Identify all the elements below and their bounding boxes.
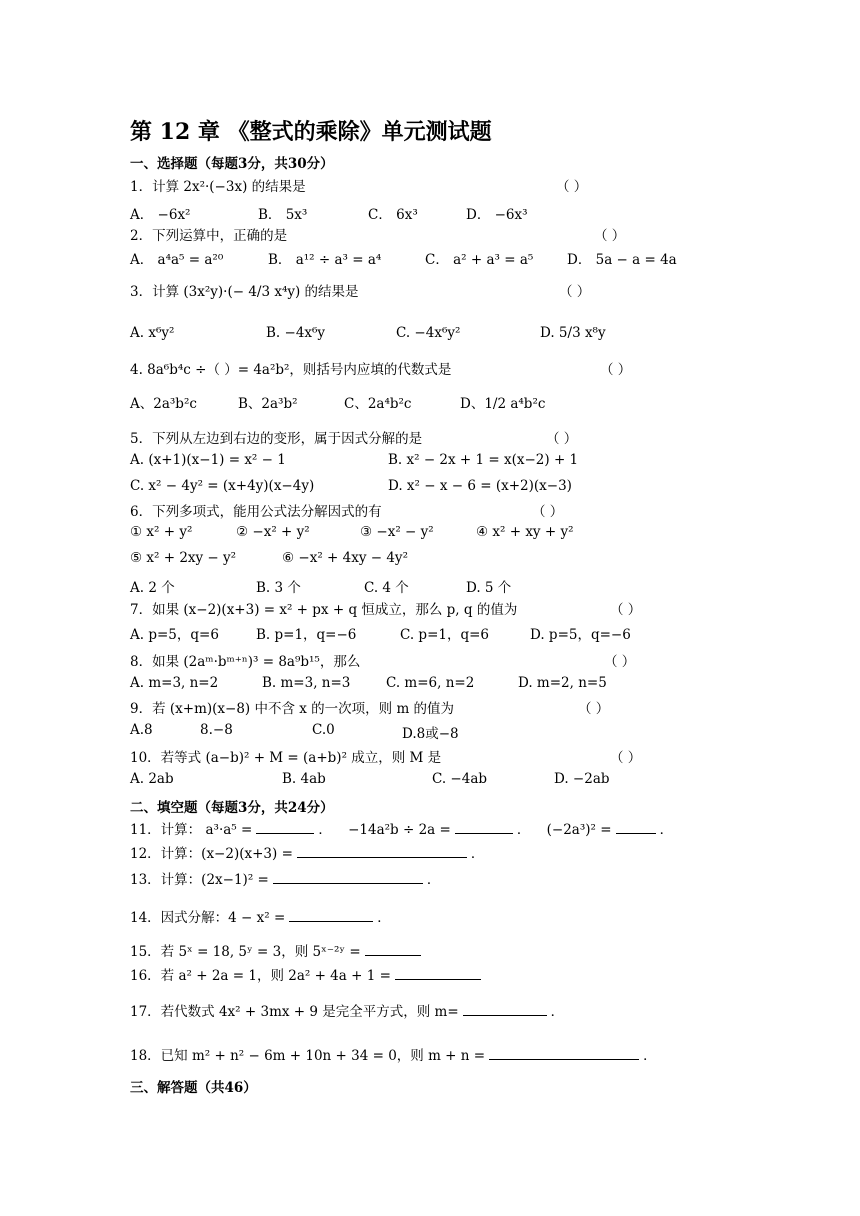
answer-blank[interactable]: [455, 819, 513, 834]
page-title: 第 12 章 《整式的乘除》单元测试题: [130, 119, 492, 145]
question-11-part-3: (−2a³)² =: [546, 822, 612, 838]
question-6-item-1: ① x² + y²: [130, 524, 193, 540]
question-11-part-2: −14a²b ÷ 2a =: [348, 822, 451, 838]
answer-paren: （ ）: [610, 750, 642, 766]
question-6-option-c: C. 4 个: [364, 580, 409, 596]
answer-blank[interactable]: [489, 1045, 639, 1060]
question-13-text: 13．计算：(2x−1)² =: [130, 872, 269, 888]
question-1-option-a: A． −6x²: [130, 207, 191, 223]
question-11-prefix: 11．计算：: [130, 822, 202, 838]
question-13: 13．计算：(2x−1)² = ．: [130, 868, 440, 888]
question-7-stem: 7．如果 (x−2)(x+3) = x² + px + q 恒成立，那么 p, q 的值为: [130, 602, 518, 618]
question-5-option-a: A. (x+1)(x−1) = x² − 1: [130, 452, 286, 468]
question-8-option-a: A. m=3, n=2: [130, 675, 219, 691]
question-7-option-b: B. p=1，q=−6: [256, 627, 357, 643]
question-3-option-b: B. −4x⁶y: [266, 325, 326, 341]
question-9-option-a: A.8: [130, 722, 153, 738]
question-16-text: 16．若 a² + 2a = 1，则 2a² + 4a + 1 =: [130, 968, 391, 984]
answer-paren: （ ）: [532, 504, 564, 520]
question-16: [130, 964, 485, 984]
question-8-stem: 8．如果 (2aᵐ·bᵐ⁺ⁿ)³ = 8a⁹b¹⁵，那么: [130, 654, 361, 670]
section-heading-fill: 二、填空题（每题3分，共24分）: [130, 800, 334, 816]
answer-blank[interactable]: [273, 869, 423, 884]
question-14: 14．因式分解：4 − x² = ．: [130, 906, 391, 926]
answer-blank[interactable]: [256, 819, 314, 834]
question-4-stem: 4. 8a⁶b⁴c ÷（ ）= 4a²b²，则括号内应填的代数式是: [130, 362, 452, 378]
answer-blank[interactable]: [463, 1001, 547, 1016]
question-6-item-5: ⑤ x² + 2xy − y²: [130, 550, 237, 566]
question-2-stem: 2．下列运算中，正确的是: [130, 228, 288, 244]
answer-paren: （ ）: [610, 602, 642, 618]
question-8-option-c: C. m=6, n=2: [386, 675, 475, 691]
question-9-option-c: C.0: [312, 722, 335, 738]
section-heading-choice: 一、选择题（每题3分，共30分）: [130, 156, 334, 172]
question-5-option-c: C. x² − 4y² = (x+4y)(x−4y): [130, 478, 315, 494]
question-6-item-4: ④ x² + xy + y²: [476, 524, 574, 540]
question-15: [130, 940, 425, 960]
question-3-option-d: D. 5/3 x⁸y: [540, 325, 606, 341]
question-6-item-2: ② −x² + y²: [236, 524, 310, 540]
question-6-item-3: ③ −x² − y²: [360, 524, 434, 540]
question-3-stem: 3．计算 (3x²y)·(− 4/3 x⁴y) 的结果是: [130, 284, 359, 300]
question-6-option-d: D. 5 个: [466, 580, 512, 596]
question-1-stem: 1．计算 2x²·(−3x) 的结果是: [130, 179, 306, 195]
answer-blank[interactable]: [616, 819, 656, 834]
question-8-option-d: D. m=2, n=5: [518, 675, 607, 691]
question-3-option-a: A. x⁶y²: [130, 325, 175, 341]
question-6-option-b: B. 3 个: [256, 580, 301, 596]
question-8-option-b: B. m=3, n=3: [262, 675, 351, 691]
question-15-text: 15．若 5ˣ = 18, 5ʸ = 3，则 5ˣ⁻²ʸ =: [130, 944, 361, 960]
question-9-option-d: D.8或−8: [402, 726, 459, 742]
answer-paren: （ ）: [559, 284, 591, 300]
question-7-option-d: D. p=5，q=−6: [530, 627, 631, 643]
question-17-text: 17．若代数式 4x² + 3mx + 9 是完全平方式，则 m=: [130, 1004, 459, 1020]
question-2-option-b: B． a¹² ÷ a³ = a⁴: [268, 252, 382, 268]
question-9-stem: 9．若 (x+m)(x−8) 中不含 x 的一次项，则 m 的值为: [130, 701, 455, 717]
question-1-option-c: C． 6x³: [368, 207, 418, 223]
question-10-option-b: B. 4ab: [282, 771, 326, 787]
answer-paren: （ ）: [604, 654, 636, 670]
answer-paren: （ ）: [600, 362, 632, 378]
answer-paren: （ ）: [594, 228, 626, 244]
question-7-option-a: A. p=5，q=6: [130, 627, 219, 643]
answer-paren: （ ）: [556, 179, 588, 195]
answer-paren: （ ）: [578, 701, 610, 717]
question-4-option-d: D、1/2 a⁴b²c: [460, 396, 546, 412]
question-12-text: 12．计算：(x−2)(x+3) =: [130, 846, 293, 862]
question-7-option-c: C. p=1，q=6: [400, 627, 490, 643]
question-5-stem: 5．下列从左边到右边的变形，属于因式分解的是: [130, 431, 423, 447]
section-heading-solve: 三、解答题（共46）: [130, 1080, 257, 1096]
answer-blank[interactable]: [297, 843, 467, 858]
question-5-option-b: B. x² − 2x + 1 = x(x−2) + 1: [388, 452, 579, 468]
question-1-option-b: B． 5x³: [258, 207, 308, 223]
question-11: 11．计算： a³·a⁵ = ． −14a²b ÷ 2a = ． (−2a³)² = ．: [130, 818, 673, 838]
question-6-option-a: A. 2 个: [130, 580, 175, 596]
question-6-item-6: ⑥ −x² + 4xy − 4y²: [282, 550, 408, 566]
question-4-option-b: B、2a³b²: [238, 396, 298, 412]
answer-blank[interactable]: [365, 941, 421, 956]
question-18: 18．已知 m² + n² − 6m + 10n + 34 = 0，则 m + n = ．: [130, 1044, 657, 1064]
question-10-stem: 10．若等式 (a−b)² + M = (a+b)² 成立，则 M 是: [130, 750, 442, 766]
question-10-option-c: C. −4ab: [432, 771, 488, 787]
question-17: 17．若代数式 4x² + 3mx + 9 是完全平方式，则 m= ．: [130, 1000, 564, 1020]
question-10-option-a: A. 2ab: [130, 771, 174, 787]
question-2-option-c: C． a² + a³ = a⁵: [425, 252, 534, 268]
answer-blank[interactable]: [289, 907, 373, 922]
question-11-part-1: a³·a⁵ =: [205, 822, 253, 838]
question-12: 12．计算：(x−2)(x+3) = ．: [130, 842, 484, 862]
question-5-option-d: D. x² − x − 6 = (x+2)(x−3): [388, 478, 572, 494]
question-9-option-b: 8.−8: [200, 722, 233, 738]
question-3-option-c: C. −4x⁶y²: [396, 325, 461, 341]
question-1-option-d: D． −6x³: [466, 207, 528, 223]
question-4-option-c: C、2a⁴b²c: [344, 396, 412, 412]
question-10-option-d: D. −2ab: [554, 771, 610, 787]
question-14-text: 14．因式分解：4 − x² =: [130, 910, 286, 926]
answer-blank[interactable]: [395, 965, 481, 980]
answer-paren: （ ）: [546, 431, 578, 447]
question-6-stem: 6．下列多项式，能用公式法分解因式的有: [130, 504, 382, 520]
question-2-option-a: A． a⁴a⁵ = a²⁰: [130, 252, 224, 268]
question-4-option-a: A、2a³b²c: [130, 396, 197, 412]
question-2-option-d: D． 5a − a = 4a: [567, 252, 677, 268]
question-18-text: 18．已知 m² + n² − 6m + 10n + 34 = 0，则 m + n =: [130, 1048, 486, 1064]
